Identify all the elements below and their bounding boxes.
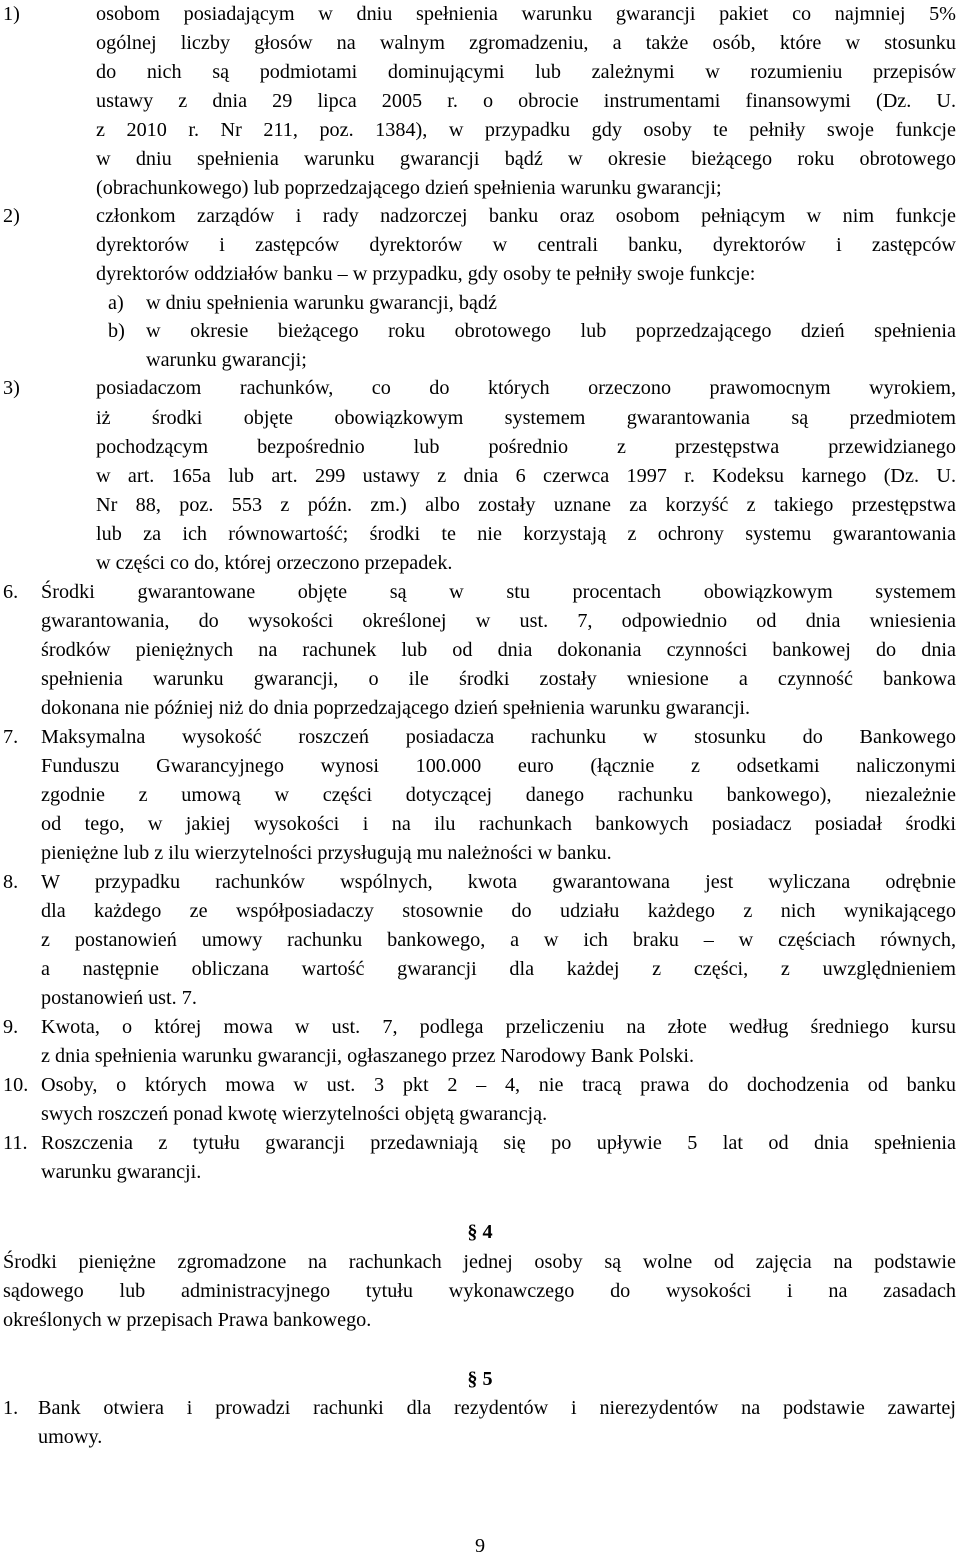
text-line: w okresie bieżącego roku obrotowego lub poprzedzającego dzień spełnienia bbox=[146, 320, 956, 342]
paragraph-number: 7. bbox=[3, 726, 19, 748]
text-line: umowy. bbox=[38, 1426, 103, 1448]
text-line: z dnia spełnienia warunku gwarancji, ogłaszanego przez Narodowy Bank Polski. bbox=[41, 1045, 695, 1067]
paragraph-number: 1. bbox=[3, 1397, 19, 1419]
text-line: z 2010 r. Nr 211, poz. 1384), w przypadku gdy osoby te pełniły swoje funkcje bbox=[96, 119, 956, 141]
section-heading: § 5 bbox=[467, 1368, 493, 1390]
text-line: członkom zarządów i rady nadzorczej banku oraz osobom pełniącym w nim funkcje bbox=[96, 205, 956, 227]
section-heading: § 4 bbox=[467, 1221, 493, 1243]
text-line: warunku gwarancji; bbox=[146, 349, 307, 371]
text-line: postanowień ust. 7. bbox=[41, 987, 197, 1009]
text-line: określonych w przepisach Prawa bankowego. bbox=[3, 1309, 372, 1331]
text-line: osobom posiadającym w dniu spełnienia warunku gwarancji pakiet co najmniej 5% bbox=[96, 3, 956, 25]
text-line: w dniu spełnienia warunku gwarancji, bądź bbox=[146, 292, 497, 314]
text-line: w art. 165a lub art. 299 ustawy z dnia 6 czerwca 1997 r. Kodeksu karnego (Dz. U. bbox=[96, 465, 956, 487]
list-number: 3) bbox=[3, 377, 20, 399]
list-letter: b) bbox=[108, 320, 125, 342]
text-line: ogólnej liczby głosów na walnym zgromadzeniu, a także osób, które w stosunku bbox=[96, 32, 956, 54]
text-line: sądowego lub administracyjnego tytułu wykonawczego do wysokości i na zasadach bbox=[3, 1280, 956, 1302]
text-line: posiadaczom rachunków, co do których orzeczono prawomocnym wyrokiem, bbox=[96, 377, 956, 399]
text-line: Bank otwiera i prowadzi rachunki dla rezydentów i nierezydentów na podstawie zawartej bbox=[38, 1397, 956, 1419]
text-line: dyrektorów i zastępców dyrektorów w centrali banku, dyrektorów i zastępców bbox=[96, 234, 956, 256]
paragraph-number: 11. bbox=[3, 1132, 28, 1154]
text-line: Nr 88, poz. 553 z późn. zm.) albo zostały uznane za korzyść z takiego przestępstwa bbox=[96, 494, 956, 516]
text-line: w dniu spełnienia warunku gwarancji bądź w okresie bieżącego roku obrotowego bbox=[96, 148, 956, 170]
list-number: 2) bbox=[3, 205, 20, 227]
text-line: pieniężne lub z ilu wierzytelności przysługują mu należności w banku. bbox=[41, 842, 612, 864]
text-line: zgodnie z umową w części dotyczącej danego rachunku bankowego), niezależnie bbox=[41, 784, 956, 806]
text-line: środków pieniężnych na rachunek lub od dnia dokonania czynności bankowej do dnia bbox=[41, 639, 956, 661]
text-line: (obrachunkowego) lub poprzedzającego dzień spełnienia warunku gwarancji; bbox=[96, 177, 722, 199]
paragraph-number: 9. bbox=[3, 1016, 19, 1038]
paragraph-number: 10. bbox=[3, 1074, 29, 1096]
text-line: Środki pieniężne zgromadzone na rachunkach jednej osoby są wolne od zajęcia na podstawie bbox=[3, 1251, 956, 1273]
text-line: lub za ich równowartość; środki te nie korzystają z ochrony systemu gwarantowania bbox=[96, 523, 956, 545]
text-line: Roszczenia z tytułu gwarancji przedawniają się po upływie 5 lat od dnia spełnienia bbox=[41, 1132, 956, 1154]
list-letter: a) bbox=[108, 292, 124, 314]
text-line: Maksymalna wysokość roszczeń posiadacza rachunku w stosunku do Bankowego bbox=[41, 726, 956, 748]
page-number: 9 bbox=[474, 1535, 486, 1557]
text-line: do nich są podmiotami dominującymi lub zależnymi w rozumieniu przepisów bbox=[96, 61, 956, 83]
text-line: a następnie obliczana wartość gwarancji dla każdej z części, z uwzględnieniem bbox=[41, 958, 956, 980]
text-line: Kwota, o której mowa w ust. 7, podlega przeliczeniu na złote według średniego kursu bbox=[41, 1016, 956, 1038]
text-line: swych roszczeń ponad kwotę wierzytelności objętą gwarancją. bbox=[41, 1103, 548, 1125]
text-line: spełnienia warunku gwarancji, o ile środki zostały wniesione a czynność bankowa bbox=[41, 668, 956, 690]
list-number: 1) bbox=[3, 3, 20, 25]
text-line: W przypadku rachunków wspólnych, kwota gwarantowana jest wyliczana odrębnie bbox=[41, 871, 956, 893]
paragraph-number: 8. bbox=[3, 871, 19, 893]
text-line: pochodzącym bezpośrednio lub pośrednio z przestępstwa przewidzianego bbox=[96, 436, 956, 458]
text-line: z postanowień umowy rachunku bankowego, a w ich braku – w częściach równych, bbox=[41, 929, 956, 951]
text-line: Funduszu Gwarancyjnego wynosi 100.000 euro (łącznie z odsetkami naliczonymi bbox=[41, 755, 956, 777]
text-line: dyrektorów oddziałów banku – w przypadku, gdy osoby te pełniły swoje funkcje: bbox=[96, 263, 756, 285]
text-line: dla każdego ze współposiadaczy stosownie do udziału każdego z nich wynikającego bbox=[41, 900, 956, 922]
text-line: Środki gwarantowane objęte są w stu procentach obowiązkowym systemem bbox=[41, 581, 956, 603]
text-line: w części co do, której orzeczono przepadek. bbox=[96, 552, 453, 574]
paragraph-number: 6. bbox=[3, 581, 19, 603]
text-line: Osoby, o których mowa w ust. 3 pkt 2 – 4, nie tracą prawa do dochodzenia od banku bbox=[41, 1074, 956, 1096]
text-line: ustawy z dnia 29 lipca 2005 r. o obrocie instrumentami finansowymi (Dz. U. bbox=[96, 90, 956, 112]
text-line: iż środki objęte obowiązkowym systemem gwarantowania są przedmiotem bbox=[96, 407, 956, 429]
text-line: warunku gwarancji. bbox=[41, 1161, 202, 1183]
text-line: gwarantowania, do wysokości określonej w ust. 7, odpowiednio od dnia wniesienia bbox=[41, 610, 956, 632]
text-line: dokonana nie później niż do dnia poprzedzającego dzień spełnienia warunku gwarancji. bbox=[41, 697, 751, 719]
text-line: od tego, w jakiej wysokości i na ilu rachunkach bankowych posiadacz posiadał środki bbox=[41, 813, 956, 835]
